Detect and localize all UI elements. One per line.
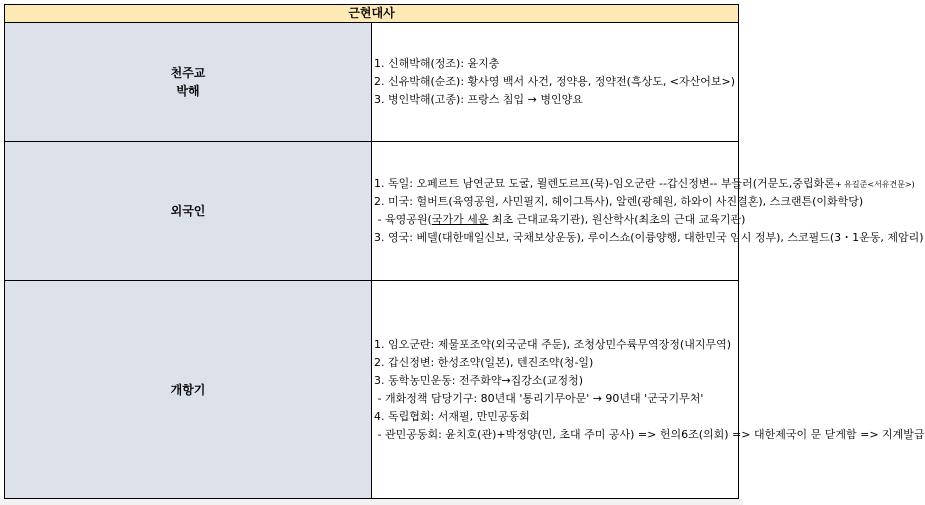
content-line: 2. 신유박해(순조): 황사영 백서 사건, 정약용, 정약전(흑상도, <자산어보>) (374, 75, 736, 88)
content-line: 2. 갑신정변: 한성조약(일본), 텐진조약(청-일) (374, 355, 594, 369)
table-row (5, 23, 739, 142)
row-label-line: 외국인 (170, 204, 206, 218)
row-label-line: 개항기 (170, 382, 206, 397)
history-table (4, 4, 925, 499)
content-line: 4. 독립협회: 서재필, 만민공동회 (374, 409, 530, 423)
content-line: - 개화정책 담당기구: 80년대 '통리기무아문' → 90년대 '군국기무처' (374, 391, 704, 405)
table-title[interactable] (5, 5, 739, 23)
content-line: 3. 영국: 베델(대한매일신보, 국채보상운동), 루이스쇼(이륭양행, 대한민국 임시 정부), 스코필드(3・1운동, 제암리) (374, 231, 924, 244)
bottom-divider (0, 499, 743, 505)
row-label-foreigners[interactable] (5, 142, 372, 281)
row-content-foreigners[interactable] (372, 142, 924, 281)
content-text: - 육영공원( (374, 213, 432, 226)
row-content-catholic-persecution[interactable] (372, 23, 739, 142)
content-line: 1. 신해박해(정조): 윤지충 (374, 57, 500, 70)
underlined-text: 국가가 세운 (431, 213, 489, 226)
content-text: 최초 근대교육기관), 원산학사(최초의 근대 교육기관) (488, 213, 746, 226)
content-line: - 관민공동회: 윤치호(관)+박정양(민, 초대 주미 공사) => 헌의6조(의회) => 대한제국이 문 닫게함 => 지계발급 (374, 427, 925, 441)
title-row (5, 5, 739, 23)
content-text: 1. 독일: 오페르트 남연군묘 도굴, 묄렌도르프(묵)-임오군란 --갑신정변-- 부들러(거문도,중립화론 (374, 177, 835, 190)
content-line (374, 211, 746, 229)
row-label-opening-period[interactable] (5, 281, 372, 499)
content-line: 3. 병인박해(고종): 프랑스 침입 → 병인양요 (374, 93, 583, 106)
content-small-text: + 유길준<서유견문>) (834, 180, 915, 189)
content-line: 2. 미국: 헐버트(육영공원, 사민필지, 헤이그특사), 알렌(광혜원, 하와이 사진결혼), 스크랜튼(이화학당) (374, 195, 864, 208)
content-line (374, 175, 915, 193)
row-label-line: 천주교 (170, 66, 206, 80)
row-content-opening-period[interactable] (372, 281, 925, 499)
content-line: 1. 임오군란: 제물포조약(외국군대 주둔), 조청상민수륙무역장정(내지무역) (374, 337, 732, 351)
content-line: 3. 동학농민운동: 전주화약→집강소(교정청) (374, 373, 584, 387)
table-row (5, 281, 739, 499)
table-row (5, 142, 739, 281)
row-label-line: 박해 (176, 84, 200, 98)
row-label-catholic-persecution[interactable] (5, 23, 372, 142)
table-title-text: 근현대사 (348, 6, 395, 20)
